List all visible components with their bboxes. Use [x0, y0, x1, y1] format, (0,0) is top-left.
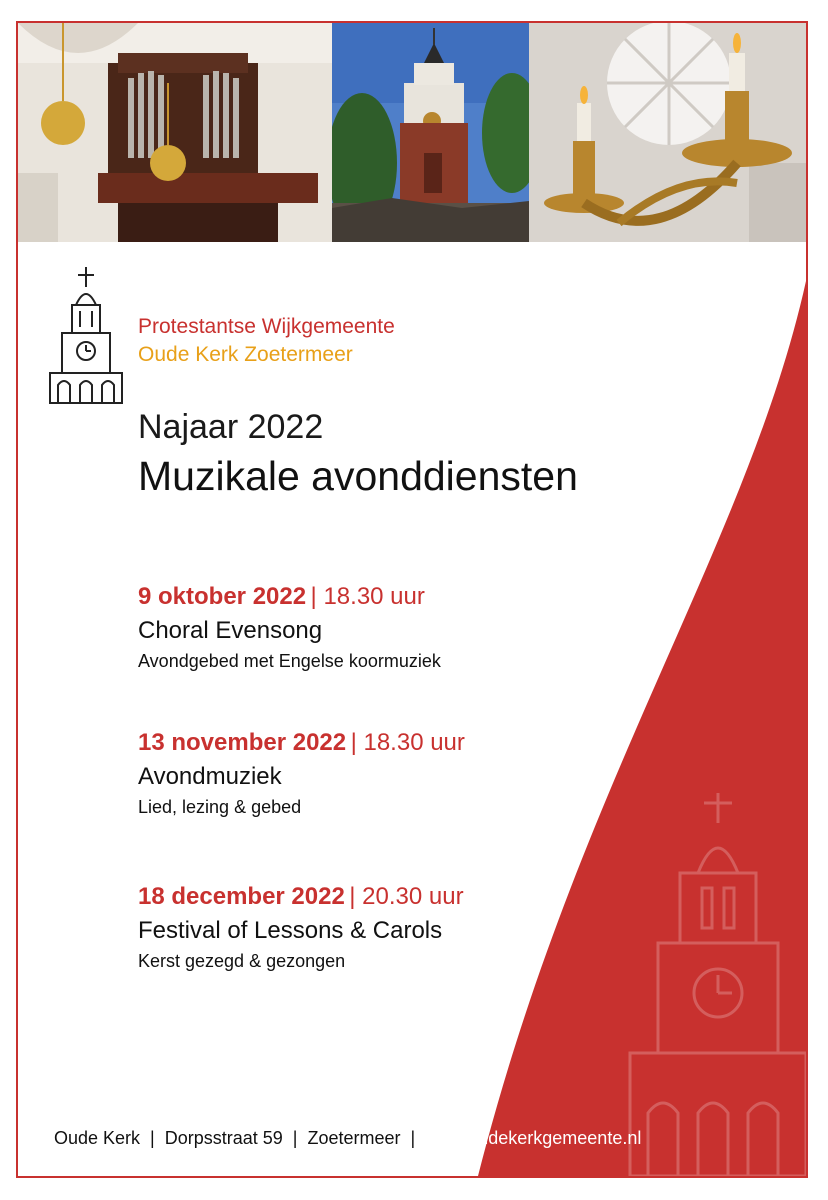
footer-church: Oude Kerk — [54, 1128, 141, 1148]
footer-separator: | — [410, 1128, 416, 1148]
event-subtitle: Lied, lezing & gebed — [138, 797, 302, 817]
event-title: Choral Evensong — [138, 617, 323, 644]
event-time: | 20.30 uur — [349, 883, 464, 910]
footer-street: Dorpsstraat 59 — [164, 1128, 283, 1148]
event-date: 13 november 2022 — [138, 729, 347, 756]
event-date: 9 oktober 2022 — [138, 583, 307, 610]
event-item — [138, 583, 441, 672]
website-link[interactable]: www.oudekerkgemeente.nl — [425, 1128, 642, 1148]
event-title: Avondmuziek — [138, 763, 282, 790]
event-item — [138, 729, 465, 818]
event-subtitle: Kerst gezegd & gezongen — [138, 951, 346, 971]
event-item — [138, 883, 464, 972]
footer — [54, 1128, 641, 1149]
event-time: | 18.30 uur — [310, 583, 425, 610]
footer-city: Zoetermeer — [307, 1128, 401, 1148]
event-date: 18 december 2022 — [138, 883, 345, 910]
poster — [16, 21, 808, 1178]
season-label: Najaar 2022 — [138, 408, 324, 446]
church-name: Oude Kerk Zoetermeer — [138, 343, 353, 366]
organization-name: Protestantse Wijkgemeente — [138, 315, 395, 338]
event-title: Festival of Lessons & Carols — [138, 917, 443, 944]
event-time: | 18.30 uur — [350, 729, 465, 756]
event-subtitle: Avondgebed met Engelse koormuziek — [138, 651, 441, 671]
church-tower-logo-icon — [46, 265, 126, 405]
footer-separator: | — [292, 1128, 298, 1148]
footer-separator: | — [150, 1128, 155, 1148]
page-title: Muzikale avonddiensten — [138, 453, 578, 499]
